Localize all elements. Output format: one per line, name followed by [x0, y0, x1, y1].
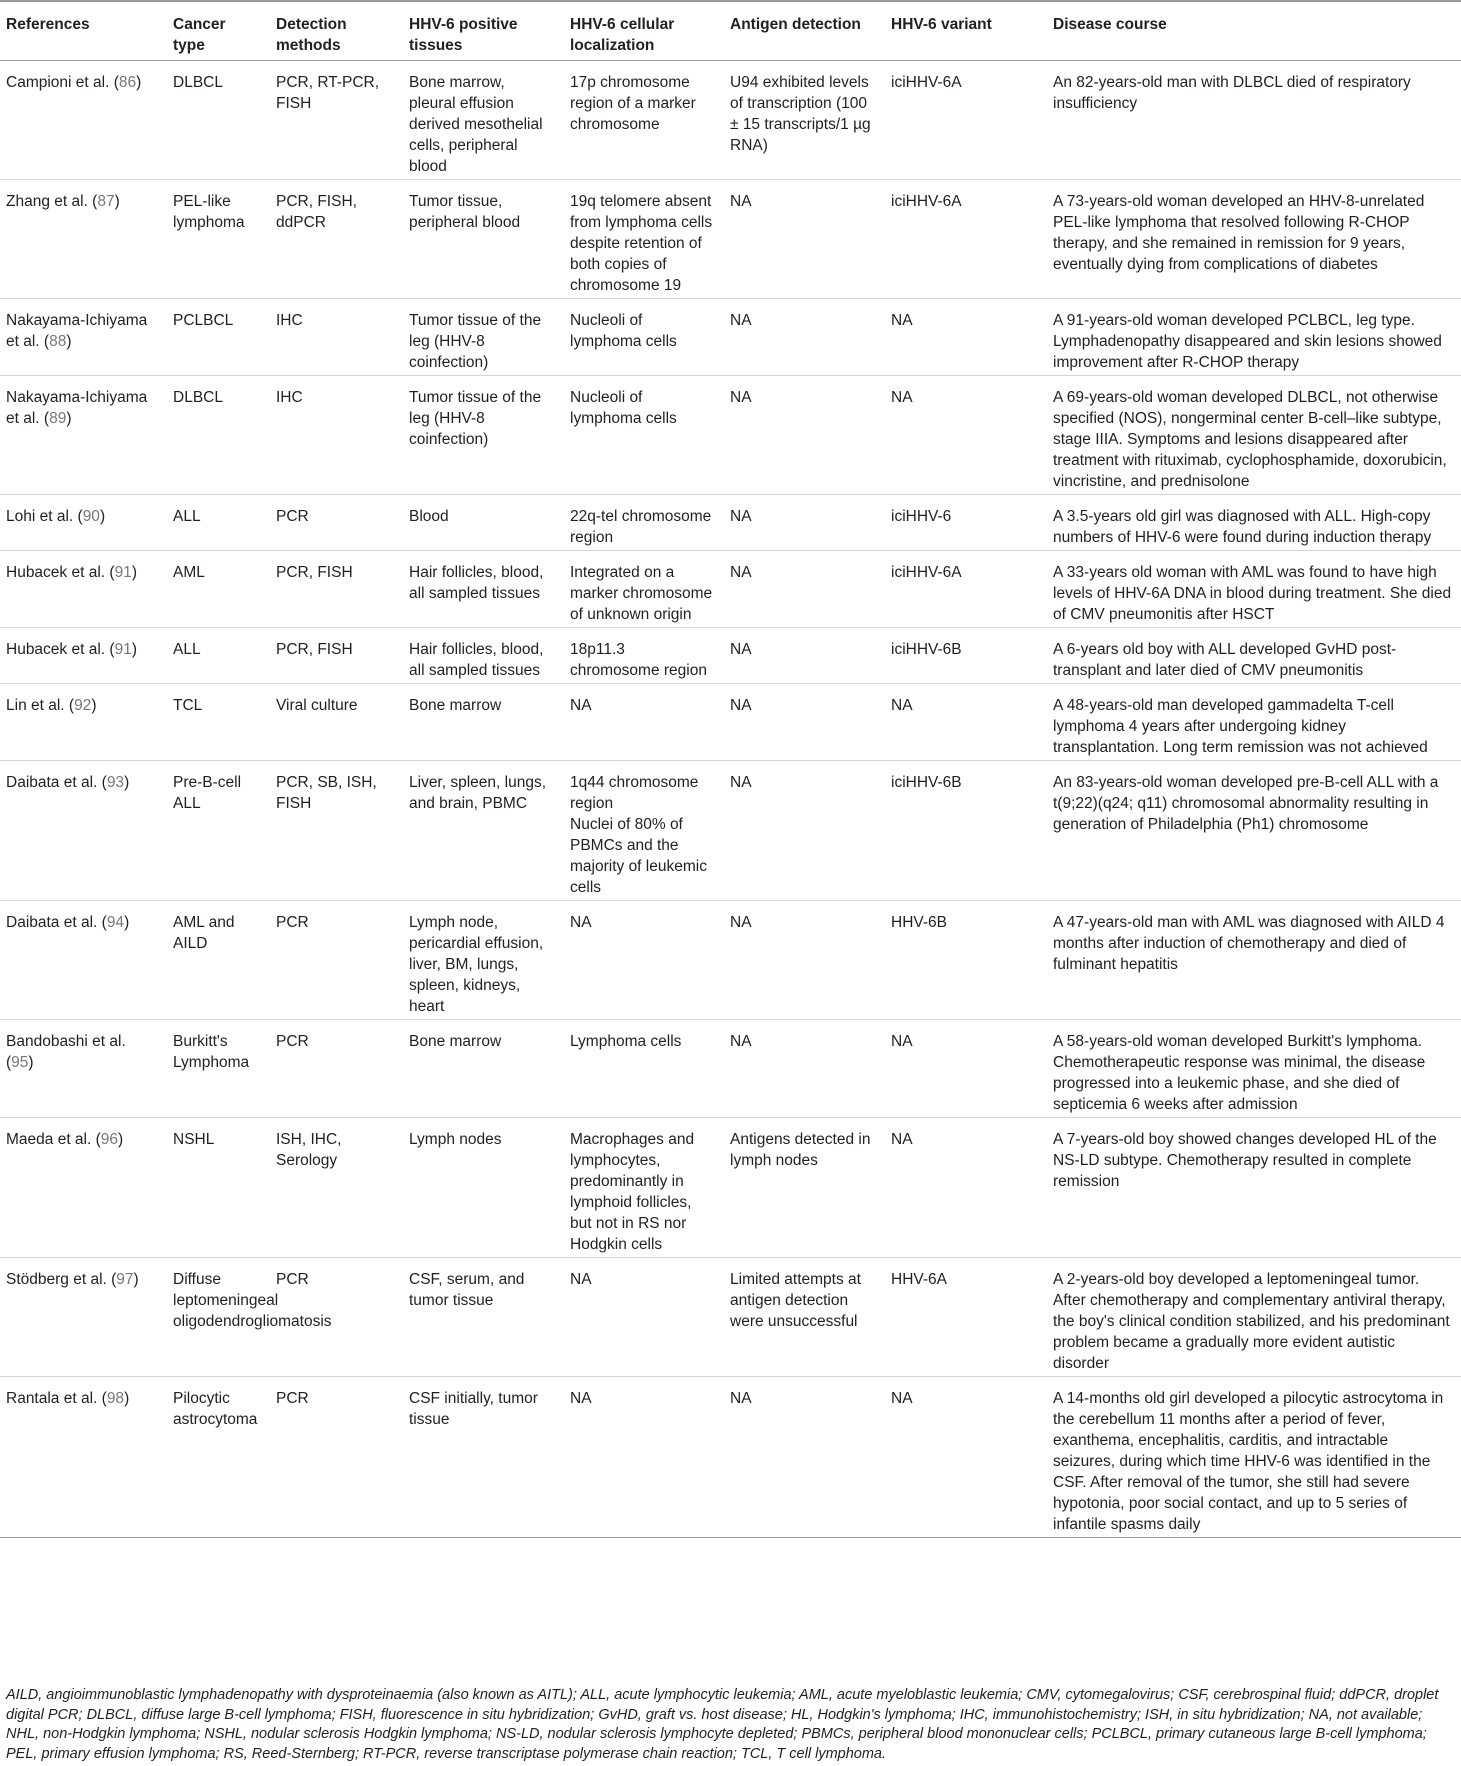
- variant-cell: [883, 495, 1045, 551]
- reference-author: Campioni et al. (: [6, 74, 119, 91]
- positive-tissues-cell: [401, 761, 562, 901]
- detection-methods-cell-text: PCR, RT-PCR, FISH: [276, 74, 380, 112]
- reference-cell: [0, 761, 165, 901]
- cancer-type-cell: [165, 1118, 268, 1258]
- detection-methods-cell-text: IHC: [276, 312, 303, 329]
- cellular-localization-cell-text: 1q44 chromosome region: [570, 774, 699, 812]
- antigen-detection-cell: [722, 551, 883, 628]
- antigen-detection-cell: [722, 1258, 883, 1377]
- cancer-type-cell: [165, 180, 268, 299]
- column-header: HHV-6 cellular localization: [562, 1, 722, 61]
- variant-cell-text: iciHHV-6A: [891, 193, 962, 210]
- antigen-detection-cell-text: NA: [730, 508, 752, 525]
- table-footnote: AILD, angioimmunoblastic lymphadenopathy with dysproteinaemia (also known as AITL); ALL, acute lymphocytic leukemia; AML, acute myeloblastic leukemia; CMV, cytomegalovirus; CSF, cerebrospinal fluid; ddPCR, droplet digital PCR; DLBCL, diffuse large B-cell lymphoma; FISH, fluorescence in situ hybridization; GvHD, graft vs. host disease; HL, Hodgkin's lymphoma; IHC, immunohistochemistry; ISH, in situ hybridization; NA, not available; NHL, non-Hodgkin lymphoma; NSHL, nodular sclerosis Hodgkin lymphoma; NS-LD, nodular sclerosis lymphocyte depleted; PBMCs, peripheral blood mononuclear cells; PCLBCL, primary cutaneous large B-cell lymphoma; PEL, primary effusion lymphoma; RS, Reed-Sternberg; RT-PCR, reverse transcriptase polymerase chain reaction; TCL, T cell lymphoma.: [6, 1687, 1439, 1762]
- column-header: Antigen detection: [722, 1, 883, 61]
- variant-cell-text: iciHHV-6B: [891, 641, 962, 658]
- table-row: [0, 299, 1461, 376]
- cellular-localization-cell: [562, 1377, 722, 1538]
- reference-close: ): [91, 697, 97, 714]
- reference-close: ): [118, 1131, 124, 1148]
- antigen-detection-cell-text: NA: [730, 193, 752, 210]
- positive-tissues-cell: [401, 1118, 562, 1258]
- antigen-detection-cell-text: NA: [730, 1033, 752, 1050]
- reference-author: Hubacek et al. (: [6, 564, 115, 581]
- cellular-localization-cell: [562, 180, 722, 299]
- variant-cell: [883, 1377, 1045, 1538]
- positive-tissues-cell-text: Bone marrow: [409, 1033, 502, 1050]
- reference-close: ): [131, 564, 137, 581]
- cancer-type-cell-text: Pre-B-cell ALL: [173, 774, 242, 812]
- reference-number-link[interactable]: 86: [118, 74, 137, 91]
- positive-tissues-cell: [401, 61, 562, 180]
- detection-methods-cell: [268, 495, 401, 551]
- cancer-type-cell-text: AML: [173, 564, 205, 581]
- disease-course-cell-text: A 48-years-old man developed gammadelta T-cell lymphoma 4 years after undergoing kidney transplantation. Long term remission was not achieved: [1053, 697, 1428, 756]
- variant-cell-text: NA: [891, 312, 913, 329]
- cancer-type-cell-text: PCLBCL: [173, 312, 234, 329]
- reference-close: ): [131, 641, 137, 658]
- variant-cell: [883, 299, 1045, 376]
- cancer-type-cell: [165, 1377, 268, 1538]
- detection-methods-cell: [268, 761, 401, 901]
- antigen-detection-cell: [722, 495, 883, 551]
- antigen-detection-cell: [722, 376, 883, 495]
- cancer-type-cell-text: Diffuse leptomeningeal oligodendrogliomatosis: [173, 1271, 332, 1330]
- column-header: Disease course: [1045, 1, 1461, 61]
- variant-cell: [883, 901, 1045, 1020]
- reference-number-link[interactable]: 91: [114, 641, 132, 658]
- disease-course-cell: [1045, 901, 1461, 1020]
- reference-number-link[interactable]: 98: [106, 1390, 125, 1407]
- variant-cell-text: iciHHV-6B: [891, 774, 962, 791]
- positive-tissues-cell-text: Lymph node, pericardial effusion, liver, BM, lungs, spleen, kidneys, heart: [409, 914, 544, 1015]
- table-row: [0, 1258, 1461, 1377]
- reference-author: Bandobashi et al. (: [6, 1033, 126, 1071]
- reference-author: Stödberg et al. (: [6, 1271, 117, 1288]
- positive-tissues-cell-text: CSF, serum, and tumor tissue: [409, 1271, 525, 1309]
- antigen-detection-cell-text: NA: [730, 697, 752, 714]
- cancer-type-cell: [165, 628, 268, 684]
- cancer-type-cell-text: Burkitt's Lymphoma: [173, 1033, 250, 1071]
- detection-methods-cell: [268, 376, 401, 495]
- reference-close: ): [114, 193, 120, 210]
- reference-cell: [0, 551, 165, 628]
- reference-number-link[interactable]: 89: [49, 410, 67, 427]
- disease-course-cell: [1045, 1118, 1461, 1258]
- reference-close: ): [136, 74, 142, 91]
- reference-number-link[interactable]: 96: [100, 1131, 119, 1148]
- positive-tissues-cell: [401, 684, 562, 761]
- cellular-localization-cell-text: NA: [570, 1271, 592, 1288]
- cancer-type-cell: [165, 684, 268, 761]
- reference-cell: [0, 1258, 165, 1377]
- reference-cell: [0, 495, 165, 551]
- cancer-type-cell-text: DLBCL: [173, 389, 223, 406]
- reference-close: ): [99, 508, 106, 525]
- reference-number-link[interactable]: 97: [116, 1271, 134, 1288]
- cancer-type-cell-text: AML and AILD: [173, 914, 235, 952]
- variant-cell: [883, 180, 1045, 299]
- disease-course-cell-text: A 91-years-old woman developed PCLBCL, leg type. Lymphadenopathy disappeared and skin lesions showed improvement after R-CHOP therapy: [1053, 312, 1442, 371]
- cellular-localization-cell: [562, 684, 722, 761]
- cancer-type-cell-text: PEL-like lymphoma: [173, 193, 245, 231]
- disease-course-cell: [1045, 761, 1461, 901]
- disease-course-cell-text: A 73-years-old woman developed an HHV-8-unrelated PEL-like lymphoma that resolved following R-CHOP therapy, and she remained in remission for 9 years, eventually dying from complications of diabetes: [1053, 193, 1425, 273]
- table-body: [0, 61, 1461, 1538]
- disease-course-cell: [1045, 1258, 1461, 1377]
- disease-course-cell: [1045, 180, 1461, 299]
- detection-methods-cell: [268, 901, 401, 1020]
- reference-number-link[interactable]: 93: [106, 774, 125, 791]
- column-header: Detection methods: [268, 1, 401, 61]
- antigen-detection-cell: [722, 180, 883, 299]
- positive-tissues-cell: [401, 495, 562, 551]
- antigen-detection-cell-text: NA: [730, 389, 752, 406]
- antigen-detection-cell: [722, 628, 883, 684]
- table-header-row: [0, 1, 1461, 61]
- table-row: [0, 684, 1461, 761]
- table-row: [0, 376, 1461, 495]
- positive-tissues-cell: [401, 551, 562, 628]
- positive-tissues-cell: [401, 376, 562, 495]
- reference-close: ): [124, 914, 130, 931]
- reference-cell: [0, 628, 165, 684]
- cancer-type-cell-text: ALL: [173, 508, 201, 525]
- cancer-type-cell-text: ALL: [173, 641, 201, 658]
- column-header: HHV-6 positive tissues: [401, 1, 562, 61]
- reference-cell: [0, 376, 165, 495]
- table-row: [0, 1377, 1461, 1538]
- reference-close: ): [66, 333, 72, 350]
- cellular-localization-cell: [562, 628, 722, 684]
- reference-number-link[interactable]: 95: [11, 1054, 29, 1071]
- detection-methods-cell-text: PCR: [276, 1271, 309, 1288]
- cellular-localization-cell-text: 17p chromosome region of a marker chromosome: [570, 74, 696, 133]
- detection-methods-cell: [268, 684, 401, 761]
- detection-methods-cell-text: PCR, SB, ISH, FISH: [276, 774, 377, 812]
- disease-course-cell: [1045, 551, 1461, 628]
- table-row: [0, 1020, 1461, 1118]
- cellular-localization-cell: [562, 551, 722, 628]
- reference-close: ): [124, 774, 130, 791]
- cellular-localization-cell-text: Integrated on a marker chromosome of unknown origin: [570, 564, 713, 623]
- cellular-localization-cell-text: Nucleoli of lymphoma cells: [570, 312, 677, 350]
- reference-number-link[interactable]: 87: [97, 193, 115, 210]
- cellular-localization-cell: [562, 1258, 722, 1377]
- antigen-detection-cell-text: NA: [730, 774, 752, 791]
- cellular-localization-cell: [562, 299, 722, 376]
- cellular-localization-cell: [562, 495, 722, 551]
- disease-course-cell: [1045, 495, 1461, 551]
- positive-tissues-cell-text: Blood: [409, 508, 449, 525]
- cancer-type-cell: [165, 61, 268, 180]
- reference-close: ): [66, 410, 72, 427]
- table-row: [0, 551, 1461, 628]
- detection-methods-cell: [268, 180, 401, 299]
- cellular-localization-cell-text: 22q-tel chromosome region: [570, 508, 712, 546]
- table-row: [0, 761, 1461, 901]
- antigen-detection-cell-text: Antigens detected in lymph nodes: [730, 1131, 871, 1169]
- disease-course-cell-text: A 69-years-old woman developed DLBCL, not otherwise specified (NOS), nongerminal center B-cell–like subtype, stage IIIA. Symptoms and lesions disappeared after treatment with rituximab, cyclophosphamide, doxorubicin, vincristine, and prednisolone: [1053, 389, 1447, 490]
- reference-author: Zhang et al. (: [6, 193, 98, 210]
- disease-course-cell: [1045, 299, 1461, 376]
- variant-cell: [883, 551, 1045, 628]
- variant-cell-text: NA: [891, 1033, 913, 1050]
- antigen-detection-cell-text: NA: [730, 914, 752, 931]
- reference-author: Nakayama-Ichiyama et al. (: [6, 389, 148, 427]
- disease-course-cell: [1045, 376, 1461, 495]
- antigen-detection-cell-text: NA: [730, 564, 752, 581]
- disease-course-cell-text: A 47-years-old man with AML was diagnosed with AILD 4 months after induction of chemotherapy and died of fulminant hepatitis: [1053, 914, 1445, 973]
- reference-number-link[interactable]: 88: [49, 333, 67, 350]
- reference-number-link[interactable]: 92: [74, 697, 92, 714]
- positive-tissues-cell-text: Tumor tissue of the leg (HHV-8 coinfection): [409, 312, 542, 371]
- variant-cell-text: iciHHV-6A: [891, 74, 962, 91]
- reference-cell: [0, 299, 165, 376]
- cellular-localization-cell: [562, 1118, 722, 1258]
- cellular-localization-cell: [562, 61, 722, 180]
- cellular-localization-cell-text: NA: [570, 697, 592, 714]
- positive-tissues-cell: [401, 1377, 562, 1538]
- reference-number-link[interactable]: 94: [106, 914, 125, 931]
- cellular-localization-cell: [562, 761, 722, 901]
- detection-methods-cell-text: IHC: [276, 389, 303, 406]
- detection-methods-cell: [268, 628, 401, 684]
- reference-author: Lohi et al. (: [6, 508, 83, 525]
- variant-cell-text: iciHHV-6A: [891, 564, 962, 581]
- disease-course-cell-text: An 82-years-old man with DLBCL died of respiratory insufficiency: [1053, 74, 1411, 112]
- disease-course-cell-text: A 58-years-old woman developed Burkitt's lymphoma. Chemotherapeutic response was minimal, the disease progressed into a leukemic phase, and she died of septicemia 6 weeks after admission: [1053, 1033, 1426, 1113]
- cancer-type-cell-text: DLBCL: [173, 74, 223, 91]
- reference-cell: [0, 1020, 165, 1118]
- disease-course-cell-text: A 6-years old boy with ALL developed GvHD post-transplant and later died of CMV pneumonitis: [1053, 641, 1397, 679]
- reference-author: Rantala et al. (: [6, 1390, 107, 1407]
- positive-tissues-cell-text: Liver, spleen, lungs, and brain, PBMC: [409, 774, 547, 812]
- positive-tissues-cell-text: Hair follicles, blood, all sampled tissues: [409, 641, 544, 679]
- antigen-detection-cell-text: NA: [730, 1390, 752, 1407]
- disease-course-cell-text: A 7-years-old boy showed changes developed HL of the NS-LD subtype. Chemotherapy resulted in complete remission: [1053, 1131, 1437, 1190]
- antigen-detection-cell: [722, 1377, 883, 1538]
- cancer-type-cell: [165, 376, 268, 495]
- positive-tissues-cell: [401, 1020, 562, 1118]
- reference-cell: [0, 1377, 165, 1538]
- reference-author: Daibata et al. (: [6, 914, 107, 931]
- variant-cell: [883, 761, 1045, 901]
- antigen-detection-cell-text: Limited attempts at antigen detection were unsuccessful: [730, 1271, 861, 1330]
- cellular-localization-cell-text: NA: [570, 1390, 592, 1407]
- variant-cell: [883, 1020, 1045, 1118]
- reference-author: Lin et al. (: [6, 697, 75, 714]
- table-row: [0, 1118, 1461, 1258]
- detection-methods-cell: [268, 551, 401, 628]
- antigen-detection-cell: [722, 61, 883, 180]
- cellular-localization-cell-text: 18p11.3 chromosome region: [570, 641, 707, 679]
- disease-course-cell-text: A 2-years-old boy developed a leptomeningeal tumor. After chemotherapy and complementary antiviral therapy, the boy's clinical condition stabilized, and his predominant problem became a gradually more evident autistic disorder: [1053, 1271, 1450, 1372]
- reference-close: ): [124, 1390, 130, 1407]
- reference-close: ): [133, 1271, 139, 1288]
- detection-methods-cell-text: PCR, FISH: [276, 564, 353, 581]
- disease-course-cell: [1045, 1377, 1461, 1538]
- cancer-type-cell: [165, 761, 268, 901]
- positive-tissues-cell-text: Tumor tissue of the leg (HHV-8 coinfection): [409, 389, 542, 448]
- variant-cell-text: NA: [891, 1390, 913, 1407]
- antigen-detection-cell: [722, 299, 883, 376]
- cellular-localization-cell: [562, 901, 722, 1020]
- variant-cell: [883, 628, 1045, 684]
- cellular-localization-cell-text-2: Nuclei of 80% of PBMCs and the majority of leukemic cells: [570, 816, 707, 896]
- cancer-type-cell-text: NSHL: [173, 1131, 215, 1148]
- reference-cell: [0, 684, 165, 761]
- positive-tissues-cell: [401, 1258, 562, 1377]
- disease-course-cell: [1045, 628, 1461, 684]
- positive-tissues-cell-text: Bone marrow: [409, 697, 502, 714]
- cellular-localization-cell-text: NA: [570, 914, 592, 931]
- variant-cell: [883, 1118, 1045, 1258]
- variant-cell-text: NA: [891, 697, 913, 714]
- positive-tissues-cell-text: Tumor tissue, peripheral blood: [409, 193, 521, 231]
- cellular-localization-cell: [562, 1020, 722, 1118]
- variant-cell-text: iciHHV-6: [891, 508, 952, 525]
- cancer-type-cell: [165, 901, 268, 1020]
- reference-number-link[interactable]: 91: [114, 564, 132, 581]
- table-row: [0, 495, 1461, 551]
- detection-methods-cell-text: PCR, FISH, ddPCR: [276, 193, 357, 231]
- variant-cell: [883, 376, 1045, 495]
- reference-cell: [0, 180, 165, 299]
- variant-cell-text: HHV-6B: [891, 914, 947, 931]
- detection-methods-cell-text: PCR: [276, 1033, 309, 1050]
- antigen-detection-cell-text: U94 exhibited levels of transcription (100 ± 15 transcripts/1 µg RNA): [730, 74, 871, 154]
- disease-course-cell: [1045, 684, 1461, 761]
- disease-course-cell: [1045, 1020, 1461, 1118]
- cellular-localization-cell-text: Nucleoli of lymphoma cells: [570, 389, 677, 427]
- positive-tissues-cell: [401, 180, 562, 299]
- antigen-detection-cell: [722, 1020, 883, 1118]
- detection-methods-cell-text: PCR: [276, 914, 309, 931]
- variant-cell-text: HHV-6A: [891, 1271, 947, 1288]
- reference-close: ): [28, 1054, 34, 1071]
- antigen-detection-cell-text: NA: [730, 312, 752, 329]
- positive-tissues-cell: [401, 901, 562, 1020]
- reference-number-link[interactable]: 90: [82, 508, 100, 525]
- detection-methods-cell: [268, 299, 401, 376]
- table-row: [0, 180, 1461, 299]
- antigen-detection-cell-text: NA: [730, 641, 752, 658]
- detection-methods-cell: [268, 1020, 401, 1118]
- antigen-detection-cell: [722, 1118, 883, 1258]
- reference-author: Daibata et al. (: [6, 774, 107, 791]
- detection-methods-cell-text: PCR, FISH: [276, 641, 353, 658]
- table-row: [0, 628, 1461, 684]
- disease-course-cell-text: An 83-years-old woman developed pre-B-cell ALL with a t(9;22)(q24; q11) chromosomal abnormality resulting in generation of Philadelphia (Ph1) chromosome: [1053, 774, 1439, 833]
- cancer-type-cell-text: Pilocytic astrocytoma: [173, 1390, 258, 1428]
- cellular-localization-cell: [562, 376, 722, 495]
- table-row: [0, 901, 1461, 1020]
- variant-cell: [883, 1258, 1045, 1377]
- positive-tissues-cell-text: Lymph nodes: [409, 1131, 502, 1148]
- disease-course-cell-text: A 3.5-years old girl was diagnosed with ALL. High-copy numbers of HHV-6 were found during induction therapy: [1053, 508, 1432, 546]
- column-header: Cancer type: [165, 1, 268, 61]
- cellular-localization-cell-text: 19q telomere absent from lymphoma cells despite retention of both copies of chromosome 19: [570, 193, 713, 294]
- positive-tissues-cell-text: Hair follicles, blood, all sampled tissues: [409, 564, 544, 602]
- column-header: References: [0, 1, 165, 61]
- detection-methods-cell-text: PCR: [276, 1390, 309, 1407]
- detection-methods-cell-text: PCR: [276, 508, 309, 525]
- positive-tissues-cell: [401, 628, 562, 684]
- variant-cell-text: NA: [891, 389, 913, 406]
- antigen-detection-cell: [722, 901, 883, 1020]
- detection-methods-cell: [268, 1118, 401, 1258]
- cancer-type-cell: [165, 551, 268, 628]
- positive-tissues-cell: [401, 299, 562, 376]
- reference-author: Maeda et al. (: [6, 1131, 101, 1148]
- variant-cell: [883, 684, 1045, 761]
- reference-author: Nakayama-Ichiyama et al. (: [6, 312, 148, 350]
- cancer-type-cell-text: TCL: [173, 697, 203, 714]
- variant-cell: [883, 61, 1045, 180]
- cellular-localization-cell-text: Macrophages and lymphocytes, predominantly in lymphoid follicles, but not in RS nor Hodgkin cells: [570, 1131, 695, 1253]
- detection-methods-cell-text: ISH, IHC, Serology: [276, 1131, 342, 1169]
- detection-methods-cell: [268, 1377, 401, 1538]
- cancer-type-cell: [165, 1020, 268, 1118]
- disease-course-cell-text: A 14-months old girl developed a pilocytic astrocytoma in the cerebellum 11 months after a period of fever, exanthema, encephalitis, carditis, and intractable seizures, during which time HHV-6 was identified in the CSF. After removal of the tumor, she still had severe hypotonia, poor social contact, and up to 5 series of infantile spasms daily: [1053, 1390, 1444, 1533]
- cancer-type-cell: [165, 495, 268, 551]
- column-header: HHV-6 variant: [883, 1, 1045, 61]
- antigen-detection-cell: [722, 761, 883, 901]
- positive-tissues-cell-text: CSF initially, tumor tissue: [409, 1390, 538, 1428]
- reference-cell: [0, 61, 165, 180]
- cancer-type-cell: [165, 299, 268, 376]
- detection-methods-cell: [268, 61, 401, 180]
- detection-methods-cell-text: Viral culture: [276, 697, 358, 714]
- table-row: [0, 61, 1461, 180]
- reference-cell: [0, 1118, 165, 1258]
- reference-cell: [0, 901, 165, 1020]
- cellular-localization-cell-text: Lymphoma cells: [570, 1033, 682, 1050]
- reference-author: Hubacek et al. (: [6, 641, 115, 658]
- variant-cell-text: NA: [891, 1131, 913, 1148]
- disease-course-cell-text: A 33-years old woman with AML was found to have high levels of HHV-6A DNA in blood during treatment. She died of CMV pneumonitis after HSCT: [1053, 564, 1452, 623]
- antigen-detection-cell: [722, 684, 883, 761]
- disease-course-cell: [1045, 61, 1461, 180]
- positive-tissues-cell-text: Bone marrow, pleural effusion derived mesothelial cells, peripheral blood: [409, 74, 543, 175]
